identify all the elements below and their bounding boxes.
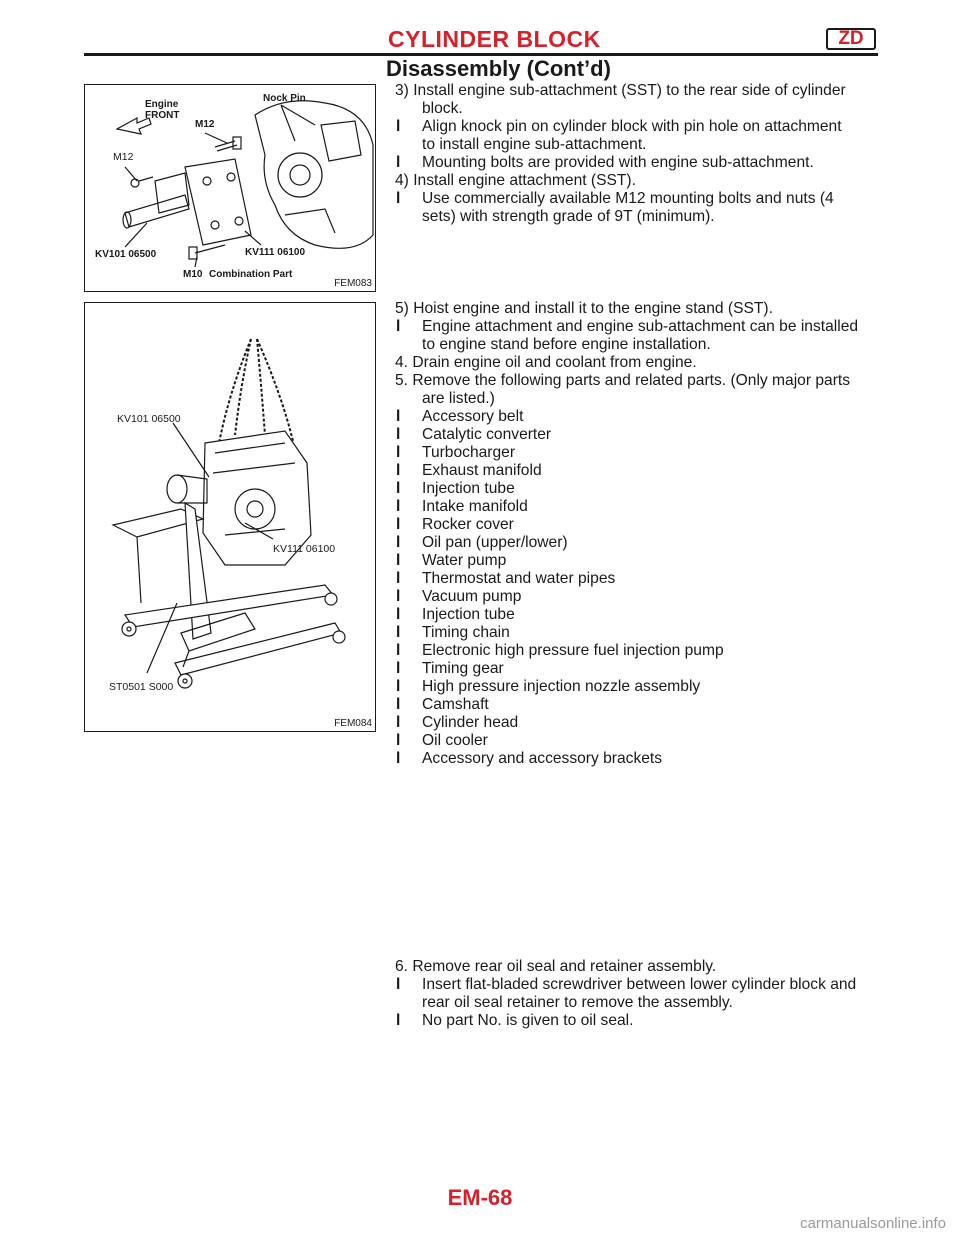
bullet-text: Engine attachment and engine sub-attachment can be installed — [422, 318, 859, 335]
parts-list-item — [395, 462, 885, 480]
bullet-marker: l — [396, 588, 401, 605]
bullet-text-cont: rear oil seal retainer to remove the assembly. — [422, 994, 733, 1011]
bullet-marker: l — [396, 552, 401, 569]
parts-list-item — [395, 444, 885, 462]
text-block-rear-oil-seal — [395, 958, 885, 1030]
bullet-marker: l — [396, 570, 401, 587]
bullet-text: High pressure injection nozzle assembly — [422, 678, 701, 695]
parts-list-item — [395, 660, 885, 678]
bullet-marker: l — [396, 154, 401, 171]
parts-list-item — [395, 588, 885, 606]
page-number: EM-68 — [447, 1185, 513, 1210]
label-m12-left: M12 — [113, 151, 134, 163]
bullet-text: Insert flat-bladed screwdriver between lower cylinder block and — [422, 976, 857, 993]
bullet-item — [395, 154, 885, 172]
bullet-marker: l — [396, 606, 401, 623]
bullet-text-cont: to engine stand before engine installation. — [422, 336, 711, 353]
step-line-cont: block. — [422, 100, 463, 117]
watermark: carmanualsonline.info — [800, 1215, 946, 1232]
text-block-sub-attachment — [395, 82, 885, 226]
figure-code: FEM083 — [334, 278, 372, 289]
label-nock-pin: Nock Pin — [263, 93, 306, 104]
bullet-text: Injection tube — [422, 606, 515, 623]
bullet-marker: l — [396, 444, 401, 461]
step-line-cont: are listed.) — [422, 390, 495, 407]
bullet-marker: l — [396, 750, 401, 767]
bullet-marker: l — [396, 678, 401, 695]
text-block-engine-stand — [395, 300, 885, 768]
bullet-text: Align knock pin on cylinder block with pin hole on attachment — [422, 118, 842, 135]
page-subtitle: Disassembly (Cont’d) — [386, 56, 611, 81]
bullet-marker: l — [396, 660, 401, 677]
parts-list-item — [395, 732, 885, 750]
bullet-marker: l — [396, 498, 401, 515]
bullet-marker: l — [396, 516, 401, 533]
bullet-text: Exhaust manifold — [422, 462, 542, 479]
parts-list-item — [395, 678, 885, 696]
figure-engine-stand — [84, 302, 376, 732]
bullet-marker: l — [396, 696, 401, 713]
bullet-text: Rocker cover — [422, 516, 514, 533]
bullet-text: Cylinder head — [422, 714, 519, 731]
parts-list-item — [395, 534, 885, 552]
bullet-marker: l — [396, 534, 401, 551]
bullet-marker: l — [396, 624, 401, 641]
label-kv101-stand: KV101 06500 — [117, 413, 181, 425]
bullet-marker: l — [396, 1012, 401, 1029]
bullet-text: Injection tube — [422, 480, 515, 497]
bullet-item — [395, 318, 885, 336]
bullet-text: Oil pan (upper/lower) — [422, 534, 568, 551]
parts-list-item — [395, 480, 885, 498]
parts-list-item — [395, 570, 885, 588]
parts-list-item — [395, 426, 885, 444]
bullet-text: Water pump — [422, 552, 507, 569]
label-st0501: ST0501 S000 — [109, 681, 174, 693]
bullet-text: Camshaft — [422, 696, 489, 713]
bullet-text: Accessory belt — [422, 408, 524, 425]
bullet-text: Catalytic converter — [422, 426, 552, 443]
step-line: 4) Install engine attachment (SST). — [395, 172, 636, 189]
bullet-text: Thermostat and water pipes — [422, 570, 616, 587]
label-kv101: KV101 06500 — [95, 249, 157, 260]
parts-list-item — [395, 552, 885, 570]
engine-stand-illustration — [85, 303, 377, 733]
bullet-text: Turbocharger — [422, 444, 516, 461]
figure-engine-sub-attachment — [84, 84, 376, 292]
bullet-item — [395, 118, 885, 136]
parts-list-item — [395, 516, 885, 534]
parts-list-item — [395, 642, 885, 660]
sub-attachment-illustration — [85, 85, 377, 293]
step-line: 3) Install engine sub-attachment (SST) to the rear side of cylinder — [395, 82, 846, 99]
bullet-text: No part No. is given to oil seal. — [422, 1012, 634, 1029]
parts-list-item — [395, 696, 885, 714]
bullet-text: Timing chain — [422, 624, 510, 641]
bullet-item — [395, 190, 885, 208]
bullet-marker: l — [396, 976, 401, 993]
bullet-text: Accessory and accessory brackets — [422, 750, 663, 767]
bullet-text: Use commercially available M12 mounting bolts and nuts (4 — [422, 190, 834, 207]
bullet-text-cont: to install engine sub-attachment. — [422, 136, 647, 153]
bullet-marker: l — [396, 318, 401, 335]
step-line: 5) Hoist engine and install it to the engine stand (SST). — [395, 300, 773, 317]
parts-list-item — [395, 714, 885, 732]
parts-list-item — [395, 606, 885, 624]
bullet-text: Oil cooler — [422, 732, 488, 749]
step-line: 6. Remove rear oil seal and retainer assembly. — [395, 958, 717, 975]
parts-list-item — [395, 750, 885, 768]
bullet-text: Vacuum pump — [422, 588, 522, 605]
parts-list-item — [395, 408, 885, 426]
label-m10: M10 — [183, 269, 203, 280]
parts-list-item — [395, 624, 885, 642]
bullet-text: Intake manifold — [422, 498, 528, 515]
section-title: CYLINDER BLOCK — [388, 26, 601, 52]
label-combination-part: Combination Part — [209, 269, 293, 280]
section-badge: ZD — [826, 28, 876, 50]
label-engine-front: Engine FRONT — [145, 99, 180, 121]
bullet-marker: l — [396, 732, 401, 749]
label-m12-top: M12 — [195, 119, 215, 130]
step-line: 5. Remove the following parts and related parts. (Only major parts — [395, 372, 851, 389]
bullet-text-cont: sets) with strength grade of 9T (minimum). — [422, 208, 715, 225]
bullet-marker: l — [396, 190, 401, 207]
bullet-text: Timing gear — [422, 660, 504, 677]
bullet-marker: l — [396, 714, 401, 731]
bullet-text: Mounting bolts are provided with engine sub-attachment. — [422, 154, 814, 171]
bullet-text: Electronic high pressure fuel injection pump — [422, 642, 724, 659]
bullet-marker: l — [396, 408, 401, 425]
label-kv111-stand: KV111 06100 — [273, 543, 336, 555]
step-line: 4. Drain engine oil and coolant from engine. — [395, 354, 697, 371]
parts-list-item — [395, 498, 885, 516]
bullet-marker: l — [396, 118, 401, 135]
bullet-marker: l — [396, 642, 401, 659]
bullet-marker: l — [396, 480, 401, 497]
bullet-marker: l — [396, 462, 401, 479]
bullet-item — [395, 1012, 885, 1030]
label-kv111: KV111 06100 — [245, 247, 306, 258]
bullet-item — [395, 976, 885, 994]
bullet-marker: l — [396, 426, 401, 443]
figure-code: FEM084 — [334, 718, 372, 729]
